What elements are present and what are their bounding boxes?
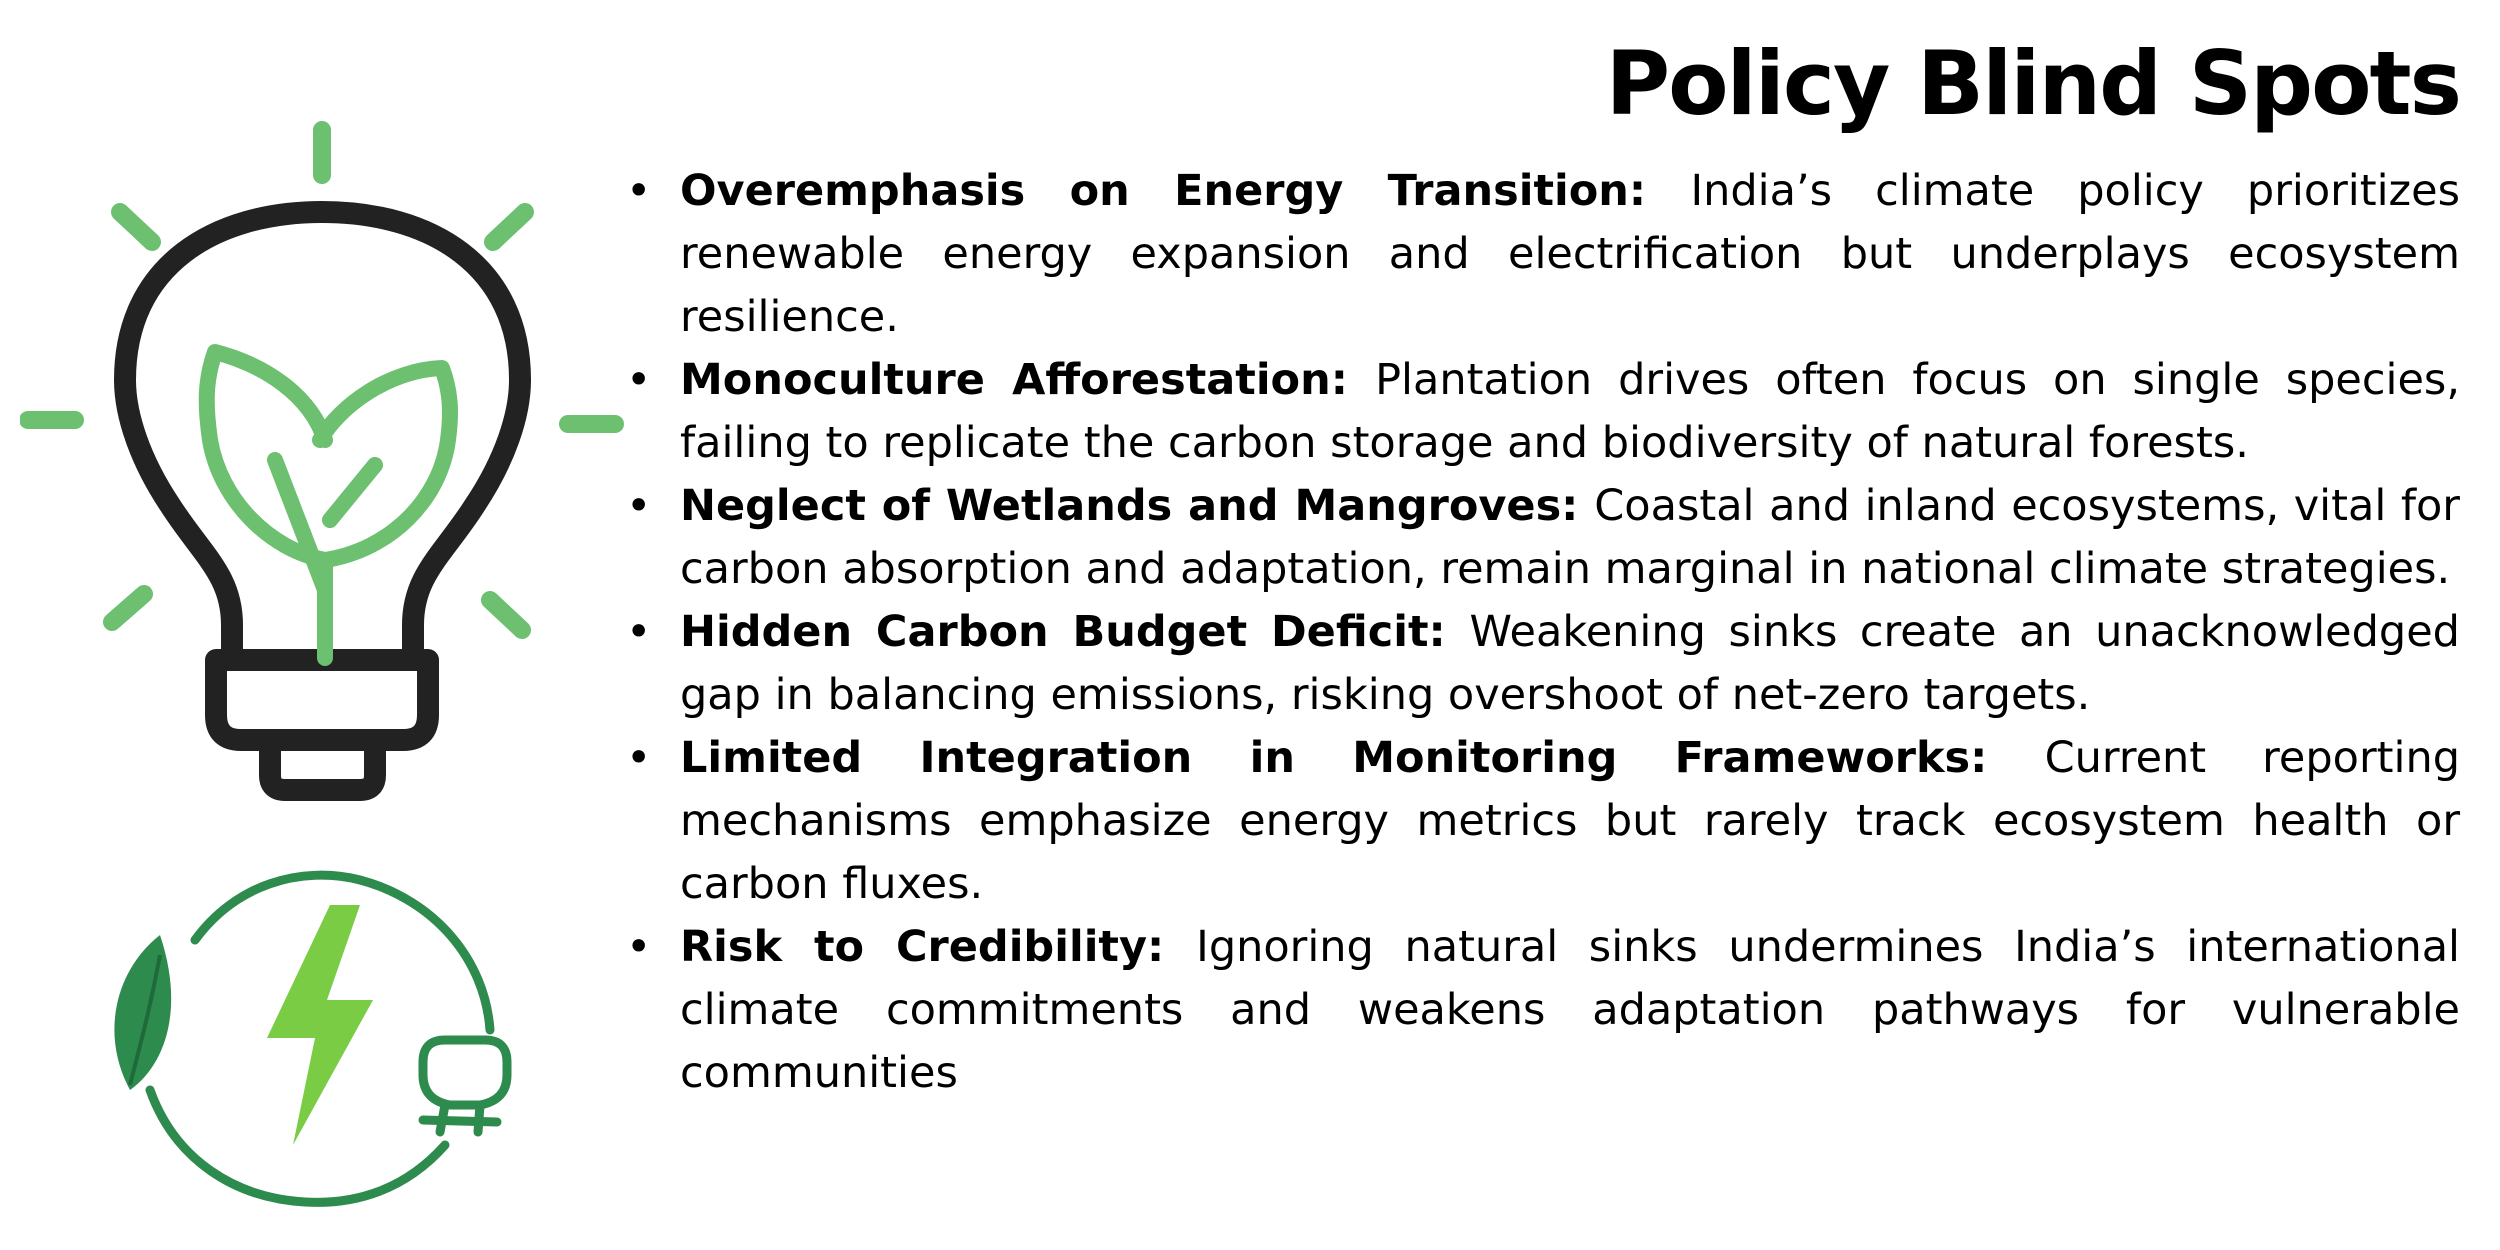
list-item-text: India’s climate policy prioritizes renewable energy expansion and electrification but underplays ecosystem resilience. — [680, 166, 2460, 342]
list-item-heading: Risk to Credibility: — [680, 922, 1197, 972]
blind-spots-list — [620, 160, 2460, 1105]
bullet-icon: • — [626, 481, 652, 531]
list-item — [620, 601, 2460, 727]
list-item-text: Current reporting mechanisms emphasize energy metrics but rarely track ecosystem health or carbon fluxes. — [680, 733, 2460, 909]
list-item — [620, 160, 2460, 349]
lightbulb-leaf-icon — [20, 120, 640, 820]
page-title: Policy Blind Spots — [1605, 32, 2460, 135]
list-item-text: Ignoring natural sinks undermines India’s international climate commitments and weakens adaptation pathways for vulnerable communities — [680, 922, 2460, 1098]
illustration-column — [0, 0, 640, 1250]
list-item-heading: Overemphasis on Energy Transition: — [680, 166, 1691, 216]
list-item — [620, 475, 2460, 601]
list-item-text: Plantation drives often focus on single species, failing to replicate the carbon storage and biodiversity of natural forests. — [680, 355, 2460, 468]
bullet-icon: • — [626, 166, 652, 216]
list-item-text: Weakening sinks create an unacknowledged gap in balancing emissions, risking overshoot of net-zero targets. — [680, 607, 2460, 720]
list-item-heading: Monoculture Afforestation: — [680, 355, 1376, 405]
list-item — [620, 916, 2460, 1105]
bullet-icon: • — [626, 355, 652, 405]
list-item-heading: Hidden Carbon Budget Deficit: — [680, 607, 1470, 657]
list-item-heading: Limited Integration in Monitoring Frameworks: — [680, 733, 2045, 783]
list-item-heading: Neglect of Wetlands and Mangroves: — [680, 481, 1595, 531]
bullet-icon: • — [626, 733, 652, 783]
renewable-energy-icon — [105, 860, 525, 1220]
bullet-icon: • — [626, 607, 652, 657]
list-item — [620, 727, 2460, 916]
bullet-icon: • — [626, 922, 652, 972]
list-item-text: Coastal and inland ecosystems, vital for carbon absorption and adaptation, remain marginal in national climate strategies. — [680, 481, 2460, 594]
list-item — [620, 349, 2460, 475]
